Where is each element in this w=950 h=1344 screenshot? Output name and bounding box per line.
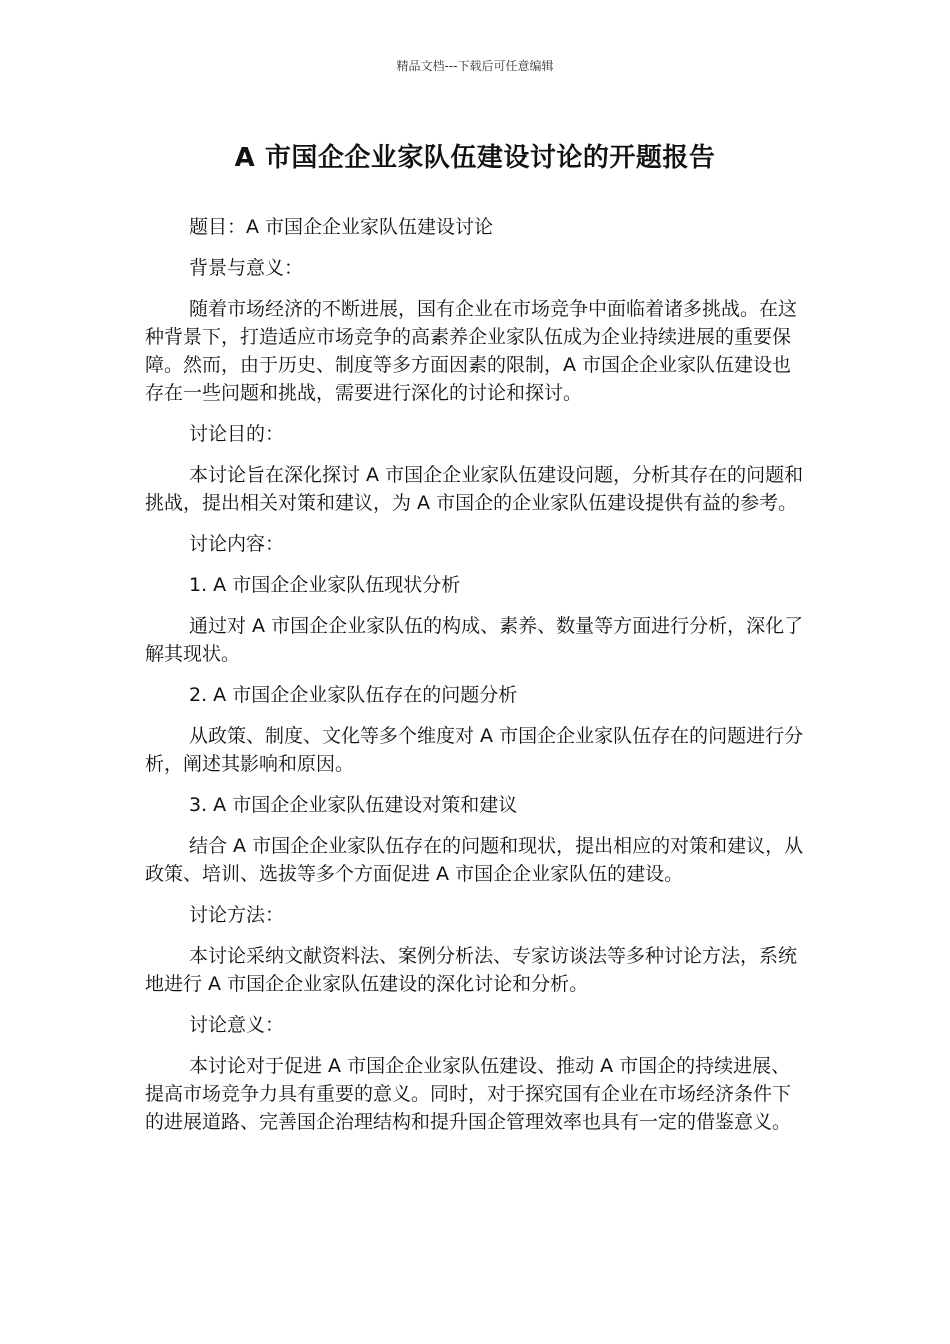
method-paragraph: 本讨论采纳文献资料法、案例分析法、专家访谈法等多种讨论方法，系统地进行 A 市国企企业家队伍建设的深化讨论和分析。: [145, 945, 798, 995]
content-item-3-paragraph: 结合 A 市国企企业家队伍存在的问题和现状，提出相应的对策和建议，从政策、培训、选拔等多个方面促进 A 市国企企业家队伍的建设。: [145, 835, 804, 885]
content-item-1-paragraph: 通过对 A 市国企企业家队伍的构成、素养、数量等方面进行分析，深化了解其现状。: [145, 615, 804, 665]
section-heading-significance: 讨论意义：: [189, 1014, 285, 1036]
section-heading-purpose: 讨论目的：: [189, 423, 285, 445]
content-item-2: 2. A 市国企企业家队伍存在的问题分析: [189, 684, 518, 706]
document-title: A 市国企企业家队伍建设讨论的开题报告: [234, 143, 716, 173]
document-body: [145, 213, 809, 1149]
content-item-1: 1. A 市国企企业家队伍现状分析: [189, 574, 461, 596]
section-heading-method: 讨论方法：: [189, 904, 285, 926]
content-item-3: 3. A 市国企企业家队伍建设对策和建议: [189, 794, 518, 816]
purpose-paragraph: 本讨论旨在深化探讨 A 市国企企业家队伍建设问题，分析其存在的问题和挑战，提出相关对策和建议，为 A 市国企的企业家队伍建设提供有益的参考。: [145, 464, 804, 514]
significance-paragraph: 本讨论对于促进 A 市国企企业家队伍建设、推动 A 市国企的持续进展、提高市场竞争力具有重要的意义。同时，对于探究国有企业在市场经济条件下的进展道路、完善国企治理结构和提升国企管理效率也具有一定的借鉴意义。: [145, 1055, 792, 1133]
section-heading-content: 讨论内容：: [189, 533, 285, 555]
section-heading-background: 背景与意义：: [189, 257, 304, 279]
page-header-watermark: 精品文档---下载后可任意编辑: [396, 59, 554, 73]
background-paragraph: 随着市场经济的不断进展，国有企业在市场竞争中面临着诸多挑战。在这种背景下，打造适应市场竞争的高素养企业家队伍成为企业持续进展的重要保障。然而，由于历史、制度等多方面因素的限制，A 市国企企业家队伍建设也存在一些问题和挑战，需要进行深化的讨论和探讨。: [145, 298, 798, 404]
content-item-2-paragraph: 从政策、制度、文化等多个维度对 A 市国企企业家队伍存在的问题进行分析，阐述其影响和原因。: [145, 725, 804, 775]
topic-line: 题目：A 市国企企业家队伍建设讨论: [189, 216, 494, 238]
